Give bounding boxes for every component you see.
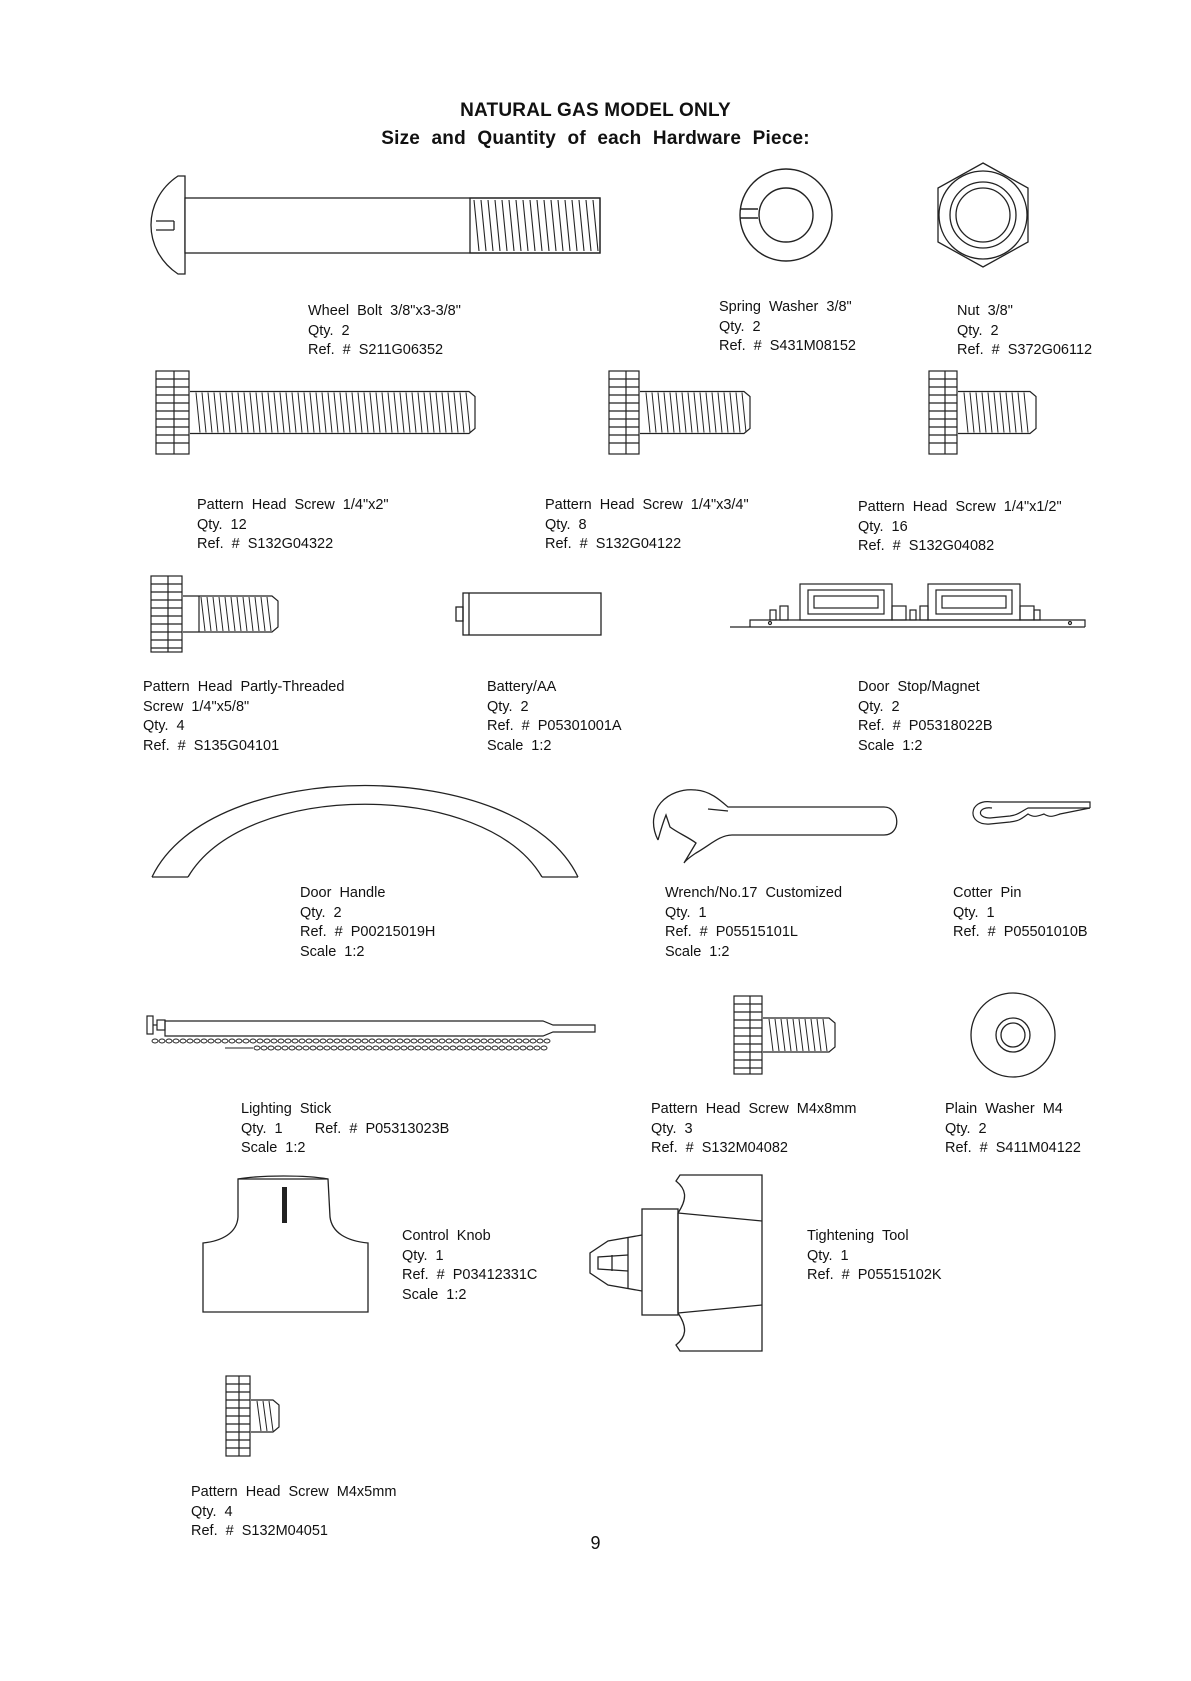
screw-icon (608, 370, 753, 455)
label-door-magnet: Door Stop/Magnet Qty. 2 Ref. # P05318022B Scale 1:2 (858, 679, 993, 754)
label-screw-34in: Pattern Head Screw 1/4"x3/4" Qty. 8 Ref. # S132G04122 (545, 497, 749, 552)
label-screw-12in: Pattern Head Screw 1/4"x1/2" Qty. 16 Ref. # S132G04082 (858, 499, 1062, 554)
label-lighting-stick: Lighting Stick Qty. 1 Ref. # P05313023B Scale 1:2 (241, 1101, 450, 1156)
screw-icon (733, 995, 838, 1075)
cotter-pin-icon (964, 794, 1094, 834)
label-wheel-bolt: Wheel Bolt 3/8"x3-3/8" Qty. 2 Ref. # S211G06352 (308, 303, 461, 358)
control-knob-icon (202, 1177, 372, 1315)
plain-washer-icon (968, 990, 1058, 1080)
label-plain-washer: Plain Washer M4 Qty. 2 Ref. # S411M04122 (945, 1101, 1081, 1156)
lighting-stick-icon (145, 1010, 605, 1070)
page-title: NATURAL GAS MODEL ONLY (460, 100, 731, 121)
label-cotter-pin: Cotter Pin Qty. 1 Ref. # P05501010B (953, 885, 1088, 940)
tightening-tool-icon (590, 1173, 770, 1353)
label-nut: Nut 3/8" Qty. 2 Ref. # S372G06112 (957, 303, 1093, 358)
label-door-handle: Door Handle Qty. 2 Ref. # P00215019H Scale 1:2 (300, 885, 436, 960)
door-handle-icon (150, 755, 580, 885)
page-subtitle: Size and Quantity of each Hardware Piece: (381, 128, 810, 149)
screw-icon (928, 370, 1038, 455)
label-control-knob: Control Knob Qty. 1 Ref. # P03412331C Scale 1:2 (402, 1228, 538, 1303)
wheel-bolt-icon (150, 170, 610, 280)
label-spring-washer: Spring Washer 3/8" Qty. 2 Ref. # S431M08152 (719, 299, 856, 354)
battery-icon (455, 590, 605, 638)
label-screw-m4x8: Pattern Head Screw M4x8mm Qty. 3 Ref. # S132M04082 (651, 1101, 857, 1156)
hex-nut-icon (933, 160, 1033, 270)
label-screw-2in: Pattern Head Screw 1/4"x2" Qty. 12 Ref. # S132G04322 (197, 497, 389, 552)
wrench-icon (648, 785, 908, 865)
screw-icon (150, 575, 285, 653)
label-partly-threaded-screw: Pattern Head Partly-Threaded Screw 1/4"x5/8" Qty. 4 Ref. # S135G04101 (143, 679, 345, 754)
door-magnet-icon (730, 582, 1090, 632)
spring-washer-icon (736, 165, 836, 265)
label-battery: Battery/AA Qty. 2 Ref. # P05301001A Scale 1:2 (487, 679, 622, 754)
label-wrench: Wrench/No.17 Customized Qty. 1 Ref. # P05515101L Scale 1:2 (665, 885, 843, 960)
label-tightening-tool: Tightening Tool Qty. 1 Ref. # P05515102K (807, 1228, 942, 1283)
page-number: 9 (590, 1533, 601, 1553)
label-screw-m4x5: Pattern Head Screw M4x5mm Qty. 4 Ref. # S132M04051 (191, 1484, 397, 1539)
screw-icon (225, 1375, 285, 1457)
screw-icon (155, 370, 480, 455)
